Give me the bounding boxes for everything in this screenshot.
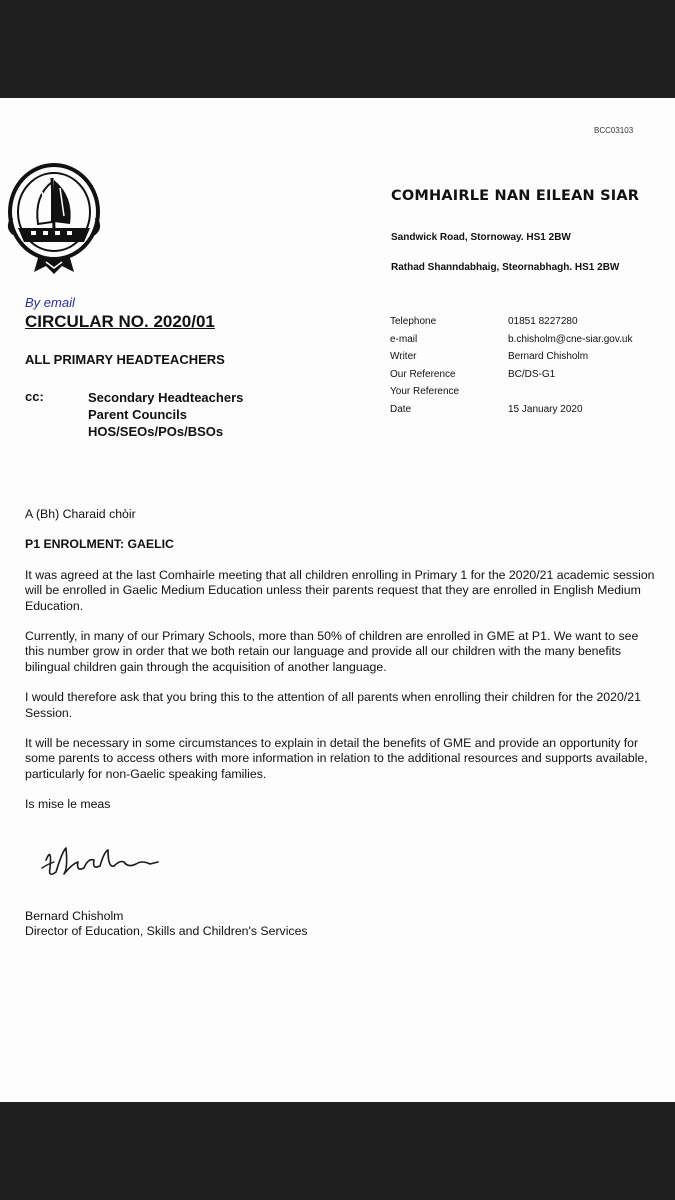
letter-page xyxy=(0,98,675,1102)
contact-label: Your Reference xyxy=(390,386,460,397)
council-crest-icon xyxy=(4,158,104,276)
contact-value: Bernard Chisholm xyxy=(508,351,589,362)
contact-value: BC/DS-G1 xyxy=(508,368,556,380)
delivery-method: By email xyxy=(25,295,75,310)
body-paragraph: It was agreed at the last Comhairle meeting that all children enrolling in Primary 1 for the 2020/21 academic session will be enrolled in Gaelic Medium Education unless their parents request that they are enrolled in English Medium Education. xyxy=(25,567,655,613)
signatory-name: Bernard Chisholm xyxy=(25,909,124,923)
contact-value: 01851 8227280 xyxy=(508,316,578,327)
top-dark-bar xyxy=(0,0,675,98)
contact-details xyxy=(390,316,632,421)
contact-value: 15 January 2020 xyxy=(508,403,583,415)
subject-line: P1 ENROLMENT: GAELIC xyxy=(25,537,174,552)
contact-row xyxy=(390,386,632,404)
cc-item: Parent Councils xyxy=(88,407,187,422)
recipients: ALL PRIMARY HEADTEACHERS xyxy=(25,352,225,367)
council-name: COMHAIRLE NAN EILEAN SIAR xyxy=(391,188,640,204)
cc-label: cc: xyxy=(25,389,44,404)
handwritten-signature-icon xyxy=(38,838,163,882)
contact-row xyxy=(390,351,632,369)
contact-row xyxy=(390,404,632,422)
bottom-dark-bar xyxy=(0,1102,675,1200)
signatory-block xyxy=(25,909,308,940)
body-paragraph: I would therefore ask that you bring this to the attention of all parents when enrolling their children for the 2020/21 Session. xyxy=(25,690,641,720)
body-paragraph: Currently, in many of our Primary Schools, more than 50% of children are enrolled in GME at P1. We want to see this number grow in order that we both retain our language and provide all our children with the many benefits bilingual children gain through the acquisition of another language. xyxy=(25,629,639,674)
cc-item: Secondary Headteachers xyxy=(88,390,244,405)
closing: Is mise le meas xyxy=(25,797,111,812)
signatory-title: Director of Education, Skills and Children's Services xyxy=(25,924,308,939)
contact-label: Date xyxy=(390,403,412,415)
contact-label: Writer xyxy=(390,351,417,362)
body-paragraph: It will be necessary in some circumstances to explain in detail the benefits of GME and provide an opportunity for some parents to access others with more information in relation to the additional resources and supports available, particularly for non-Gaelic speaking families. xyxy=(25,736,648,781)
contact-label: e-mail xyxy=(390,333,418,345)
cc-list xyxy=(88,389,243,440)
salutation: A (Bh) Charaid chòir xyxy=(25,507,136,521)
address-gaelic: Rathad Shanndabhaig, Steornabhagh. HS1 2BW xyxy=(391,262,620,273)
contact-row xyxy=(390,369,632,387)
contact-label: Our Reference xyxy=(390,368,456,380)
cc-item: HOS/SEOs/POs/BSOs xyxy=(88,424,224,439)
contact-value: b.chisholm@cne-siar.gov.uk xyxy=(508,333,633,345)
contact-row xyxy=(390,316,632,334)
contact-row xyxy=(390,334,632,352)
circular-number: CIRCULAR NO. 2020/01 xyxy=(25,312,215,331)
letter-body xyxy=(25,507,655,813)
contact-value xyxy=(508,386,632,404)
document-reference: BCC03103 xyxy=(594,126,634,135)
contact-label: Telephone xyxy=(390,316,437,327)
address-english: Sandwick Road, Stornoway. HS1 2BW xyxy=(391,232,571,243)
